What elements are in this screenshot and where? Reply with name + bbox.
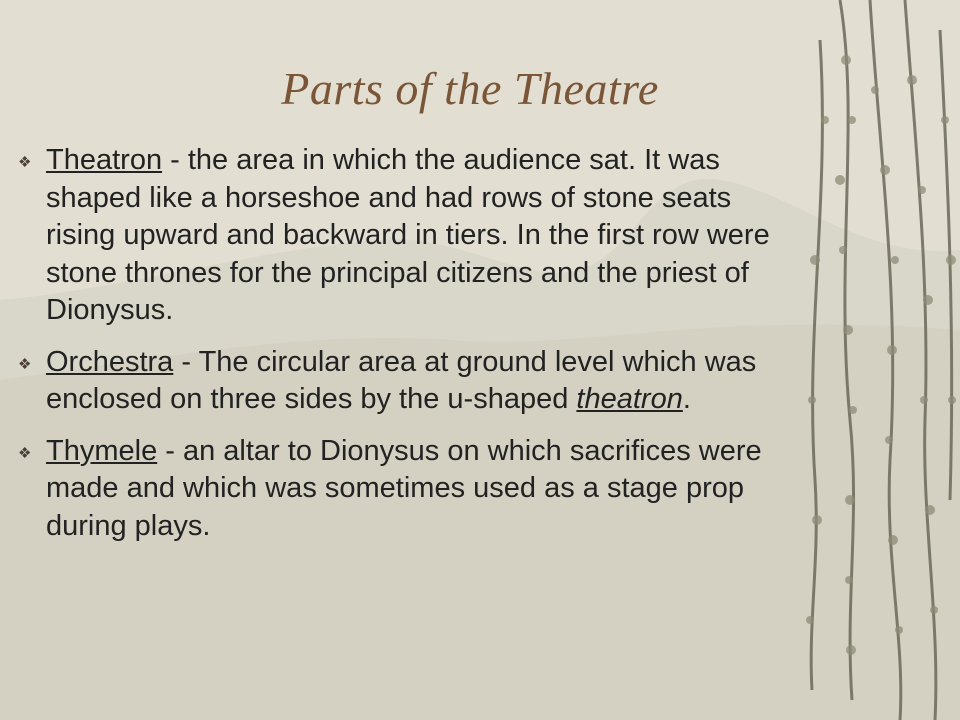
- diamond-bullet-icon: ❖: [18, 355, 32, 373]
- definition-orchestra: - The circular area at ground level which was enclosed on three sides by the u-shaped: [46, 345, 757, 415]
- term-orchestra: Orchestra: [46, 345, 174, 378]
- diamond-bullet-icon: ❖: [18, 154, 32, 171]
- bullet-list: [18, 142, 788, 559]
- slide-title: Parts of the Theatre: [281, 63, 659, 114]
- bullet-orchestra: [18, 344, 788, 419]
- bullet-thymele: [18, 433, 788, 546]
- definition-theatron: - the area in which the audience sat. It was shaped like a horseshoe and had rows of stone seats rising upward and backward in tiers. In the first row were stone thrones for the principal citizens and the priest of Dionysus.: [46, 144, 770, 326]
- diamond-bullet-icon: ❖: [18, 444, 32, 462]
- definition-thymele: - an altar to Dionysus on which sacrifices were made and which was sometimes used as a stage prop during plays.: [46, 434, 762, 542]
- emphasis-theatron: theatron: [576, 383, 683, 415]
- term-thymele: Thymele: [46, 434, 158, 467]
- term-theatron: Theatron: [46, 144, 163, 176]
- definition-orchestra-tail: .: [682, 383, 691, 415]
- bullet-theatron: [18, 142, 788, 330]
